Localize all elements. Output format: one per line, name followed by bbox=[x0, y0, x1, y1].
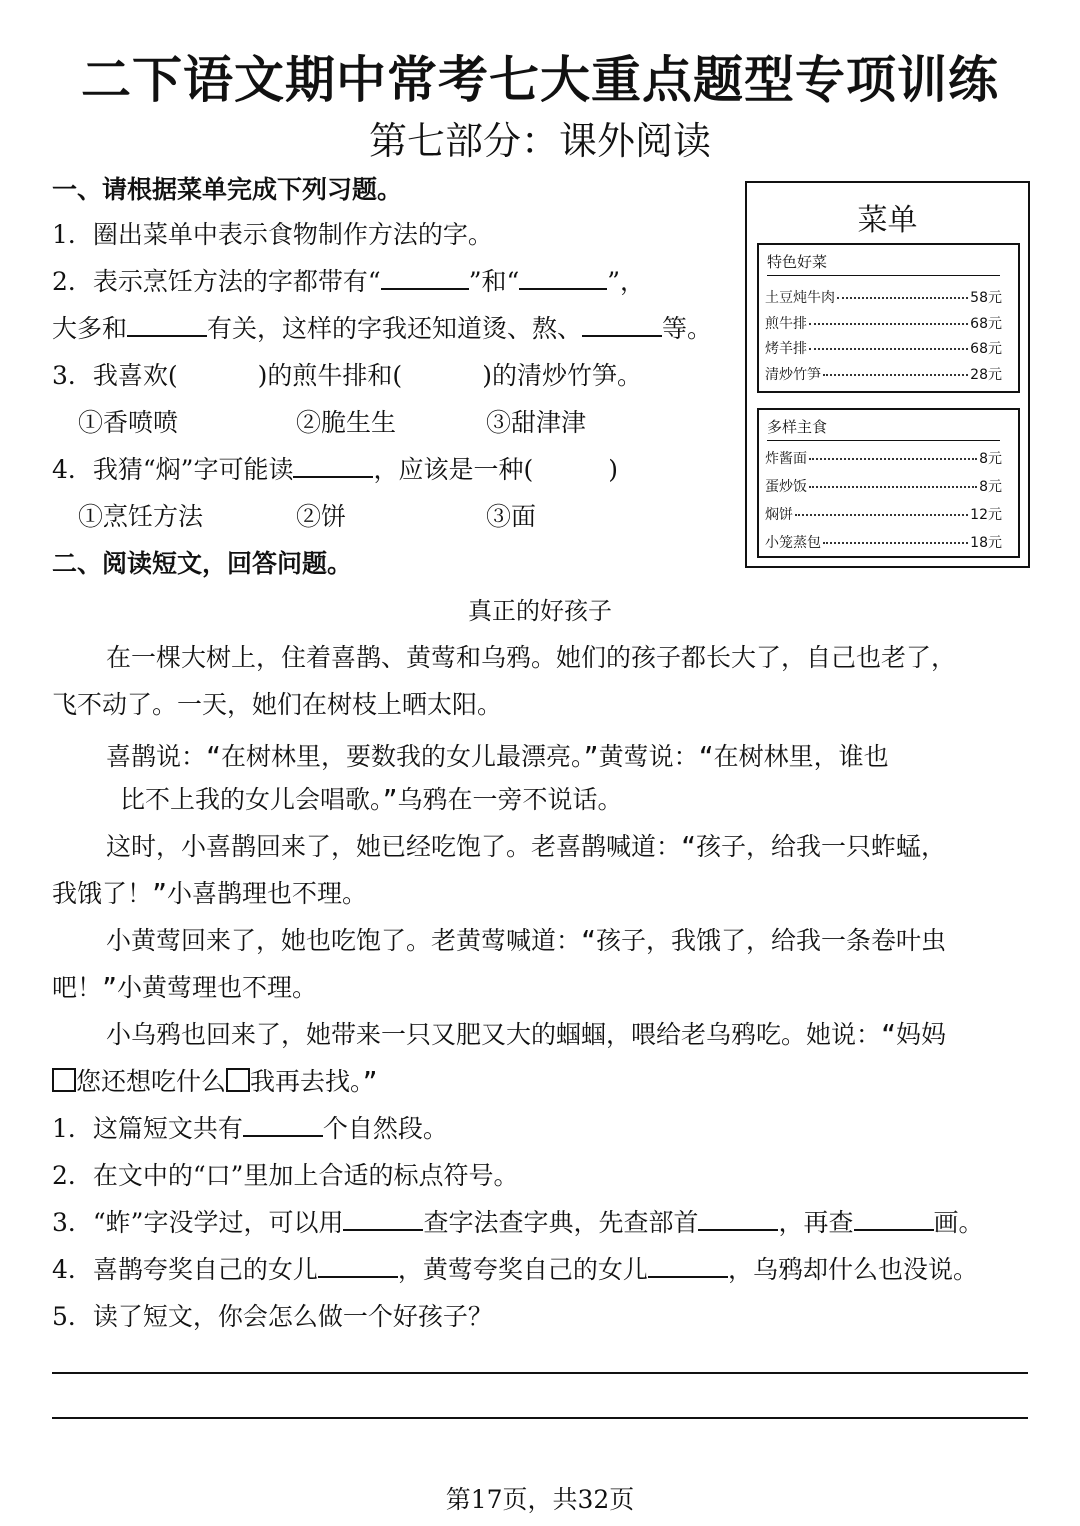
section1-heading: 一、请根据菜单完成下列习题。 bbox=[52, 175, 403, 204]
q-text: 3．“蚱”字没学过，可以用 bbox=[52, 1208, 344, 1237]
menu-item-name: 炸酱面 bbox=[765, 451, 807, 467]
s2-question-2: 2．在文中的“口”里加上合适的标点符号。 bbox=[52, 1161, 519, 1190]
menu-item-name: 土豆炖牛肉 bbox=[765, 290, 835, 306]
page-title: 二下语文期中常考七大重点题型专项训练 bbox=[81, 51, 999, 109]
q2-text-c: ”， bbox=[607, 267, 646, 296]
menu-title: 菜单 bbox=[857, 203, 918, 238]
menu-item bbox=[765, 476, 1002, 496]
q2-text-e: 有关，这样的字我还知道烫、熬、 bbox=[207, 314, 583, 343]
menu-item-price: 28元 bbox=[970, 367, 1002, 383]
s1-question-2-line1 bbox=[52, 262, 645, 298]
answer-blank[interactable] bbox=[854, 1205, 934, 1231]
menu-item bbox=[765, 313, 1002, 333]
q-text: 1．这篇短文共有 bbox=[52, 1114, 243, 1143]
menu-item bbox=[765, 532, 1002, 552]
s1-question-2-line2 bbox=[52, 309, 712, 345]
s1-question-1: 1．圈出菜单中表示食物制作方法的字。 bbox=[52, 220, 493, 249]
story-p5-line2 bbox=[52, 1062, 378, 1098]
answer-blank[interactable] bbox=[343, 1205, 423, 1231]
menu-card bbox=[745, 181, 1030, 568]
page-number: 第17页，共32页 bbox=[445, 1485, 635, 1514]
s2-question-1 bbox=[52, 1109, 448, 1145]
dot-leader bbox=[837, 297, 968, 299]
q3-text-b: )的煎牛排和( bbox=[257, 361, 403, 390]
q3-option-1: ①香喷喷 bbox=[78, 408, 179, 437]
divider bbox=[767, 440, 1000, 441]
story-p1-line2: 飞不动了。一天，她们在树枝上晒太阳。 bbox=[52, 690, 503, 719]
answer-blank[interactable] bbox=[318, 1252, 398, 1278]
story-p5-line1: 小乌鸦也回来了，她带来一只又肥又大的蝈蝈，喂给老乌鸦吃。她说：“妈妈 bbox=[106, 1020, 947, 1049]
menu-section-title: 特色好菜 bbox=[767, 253, 828, 271]
answer-blank[interactable] bbox=[648, 1252, 728, 1278]
menu-item-price: 68元 bbox=[970, 316, 1002, 332]
s2-question-3 bbox=[52, 1203, 984, 1239]
q3-text-a: 3．我喜欢( bbox=[52, 361, 178, 390]
q2-text-a: 2．表示烹饪方法的字都带有“ bbox=[52, 267, 381, 296]
menu-item-price: 8元 bbox=[979, 451, 1002, 467]
q4-text-a: 4．我猜“焖”字可能读 bbox=[52, 455, 294, 484]
q-text: ，黄莺夸奖自己的女儿 bbox=[397, 1255, 648, 1284]
story-text: 您还想吃什么 bbox=[76, 1067, 227, 1096]
s2-question-5: 5．读了短文，你会怎么做一个好孩子？ bbox=[52, 1302, 493, 1331]
q2-text-b: ”和“ bbox=[468, 267, 520, 296]
menu-item-price: 18元 bbox=[970, 535, 1002, 551]
menu-item-name: 烤羊排 bbox=[765, 341, 807, 357]
answer-blank[interactable] bbox=[519, 264, 607, 290]
menu-item bbox=[765, 338, 1002, 358]
q4-text-c: ) bbox=[608, 455, 618, 484]
menu-item-name: 蛋炒饭 bbox=[765, 479, 807, 495]
q-text: 4．喜鹊夸奖自己的女儿 bbox=[52, 1255, 318, 1284]
answer-blank[interactable] bbox=[698, 1205, 778, 1231]
q-text: 画。 bbox=[933, 1208, 984, 1237]
q-text: 个自然段。 bbox=[322, 1114, 448, 1143]
story-p2-line1: 喜鹊说：“在树林里，要数我的女儿最漂亮。”黄莺说：“在树林里，谁也 bbox=[106, 742, 889, 771]
divider bbox=[767, 275, 1000, 276]
menu-section-staples bbox=[757, 408, 1020, 558]
menu-item bbox=[765, 287, 1002, 307]
dot-leader bbox=[809, 458, 977, 460]
dot-leader bbox=[809, 323, 968, 325]
story-p4-line1: 小黄莺回来了，她也吃饱了。老黄莺喊道：“孩子，我饿了，给我一条卷叶虫 bbox=[106, 926, 947, 955]
answer-blank[interactable] bbox=[381, 264, 469, 290]
menu-item-name: 焖饼 bbox=[765, 507, 793, 523]
story-p1-line1: 在一棵大树上，住着喜鹊、黄莺和乌鸦。她们的孩子都长大了，自己也老了， bbox=[106, 643, 957, 672]
q-text: 查字法查字典，先查部首 bbox=[423, 1208, 699, 1237]
q-text: ，乌鸦却什么也没说。 bbox=[727, 1255, 978, 1284]
q4-option-2: ②饼 bbox=[296, 502, 347, 531]
story-text: 我再去找。” bbox=[250, 1067, 378, 1096]
q3-option-2: ②脆生生 bbox=[296, 408, 397, 437]
dot-leader bbox=[823, 542, 968, 544]
menu-item-price: 68元 bbox=[970, 341, 1002, 357]
menu-item-price: 12元 bbox=[970, 507, 1002, 523]
s2-question-4 bbox=[52, 1250, 978, 1286]
answer-blank[interactable] bbox=[243, 1111, 323, 1137]
menu-section-specials bbox=[757, 243, 1020, 393]
story-p4-line2: 吧！”小黄莺理也不理。 bbox=[52, 973, 318, 1002]
dot-leader bbox=[809, 486, 977, 488]
q4-option-3: ③面 bbox=[486, 502, 537, 531]
dot-leader bbox=[795, 514, 968, 516]
answer-blank[interactable] bbox=[582, 311, 662, 337]
dot-leader bbox=[809, 348, 968, 350]
answer-blank[interactable] bbox=[127, 311, 207, 337]
menu-item bbox=[765, 504, 1002, 524]
s1-question-4 bbox=[52, 450, 618, 486]
q4-text-b: ，应该是一种( bbox=[373, 455, 534, 484]
q2-text-d: 大多和 bbox=[52, 314, 128, 343]
q-text: ，再查 bbox=[778, 1208, 854, 1237]
dot-leader bbox=[823, 374, 968, 376]
menu-item-price: 8元 bbox=[979, 479, 1002, 495]
answer-writing-line[interactable] bbox=[52, 1372, 1028, 1374]
answer-writing-line[interactable] bbox=[52, 1417, 1028, 1419]
menu-section-title: 多样主食 bbox=[767, 418, 828, 436]
story-p3-line1: 这时，小喜鹊回来了，她已经吃饱了。老喜鹊喊道：“孩子，给我一只蚱蜢， bbox=[106, 832, 947, 861]
punctuation-box[interactable] bbox=[52, 1068, 76, 1092]
answer-blank[interactable] bbox=[293, 452, 373, 478]
punctuation-box[interactable] bbox=[226, 1068, 250, 1092]
menu-item bbox=[765, 448, 1002, 468]
q2-text-f: 等。 bbox=[662, 314, 713, 343]
q4-option-1: ①烹饪方法 bbox=[78, 502, 204, 531]
page-subtitle: 第七部分：课外阅读 bbox=[368, 119, 711, 163]
s1-question-3 bbox=[52, 356, 642, 392]
menu-item-name: 煎牛排 bbox=[765, 316, 807, 332]
menu-item-price: 58元 bbox=[970, 290, 1002, 306]
menu-item bbox=[765, 364, 1002, 384]
story-title: 真正的好孩子 bbox=[468, 597, 612, 625]
section2-heading: 二、阅读短文，回答问题。 bbox=[52, 549, 353, 578]
story-p2-line2: 比不上我的女儿会唱歌。”乌鸦在一旁不说话。 bbox=[120, 785, 623, 814]
menu-item-name: 小笼蒸包 bbox=[765, 535, 821, 551]
story-p3-line2: 我饿了！”小喜鹊理也不理。 bbox=[52, 879, 368, 908]
q3-text-c: )的清炒竹笋。 bbox=[482, 361, 642, 390]
q3-option-3: ③甜津津 bbox=[486, 408, 587, 437]
menu-item-name: 清炒竹笋 bbox=[765, 367, 821, 383]
